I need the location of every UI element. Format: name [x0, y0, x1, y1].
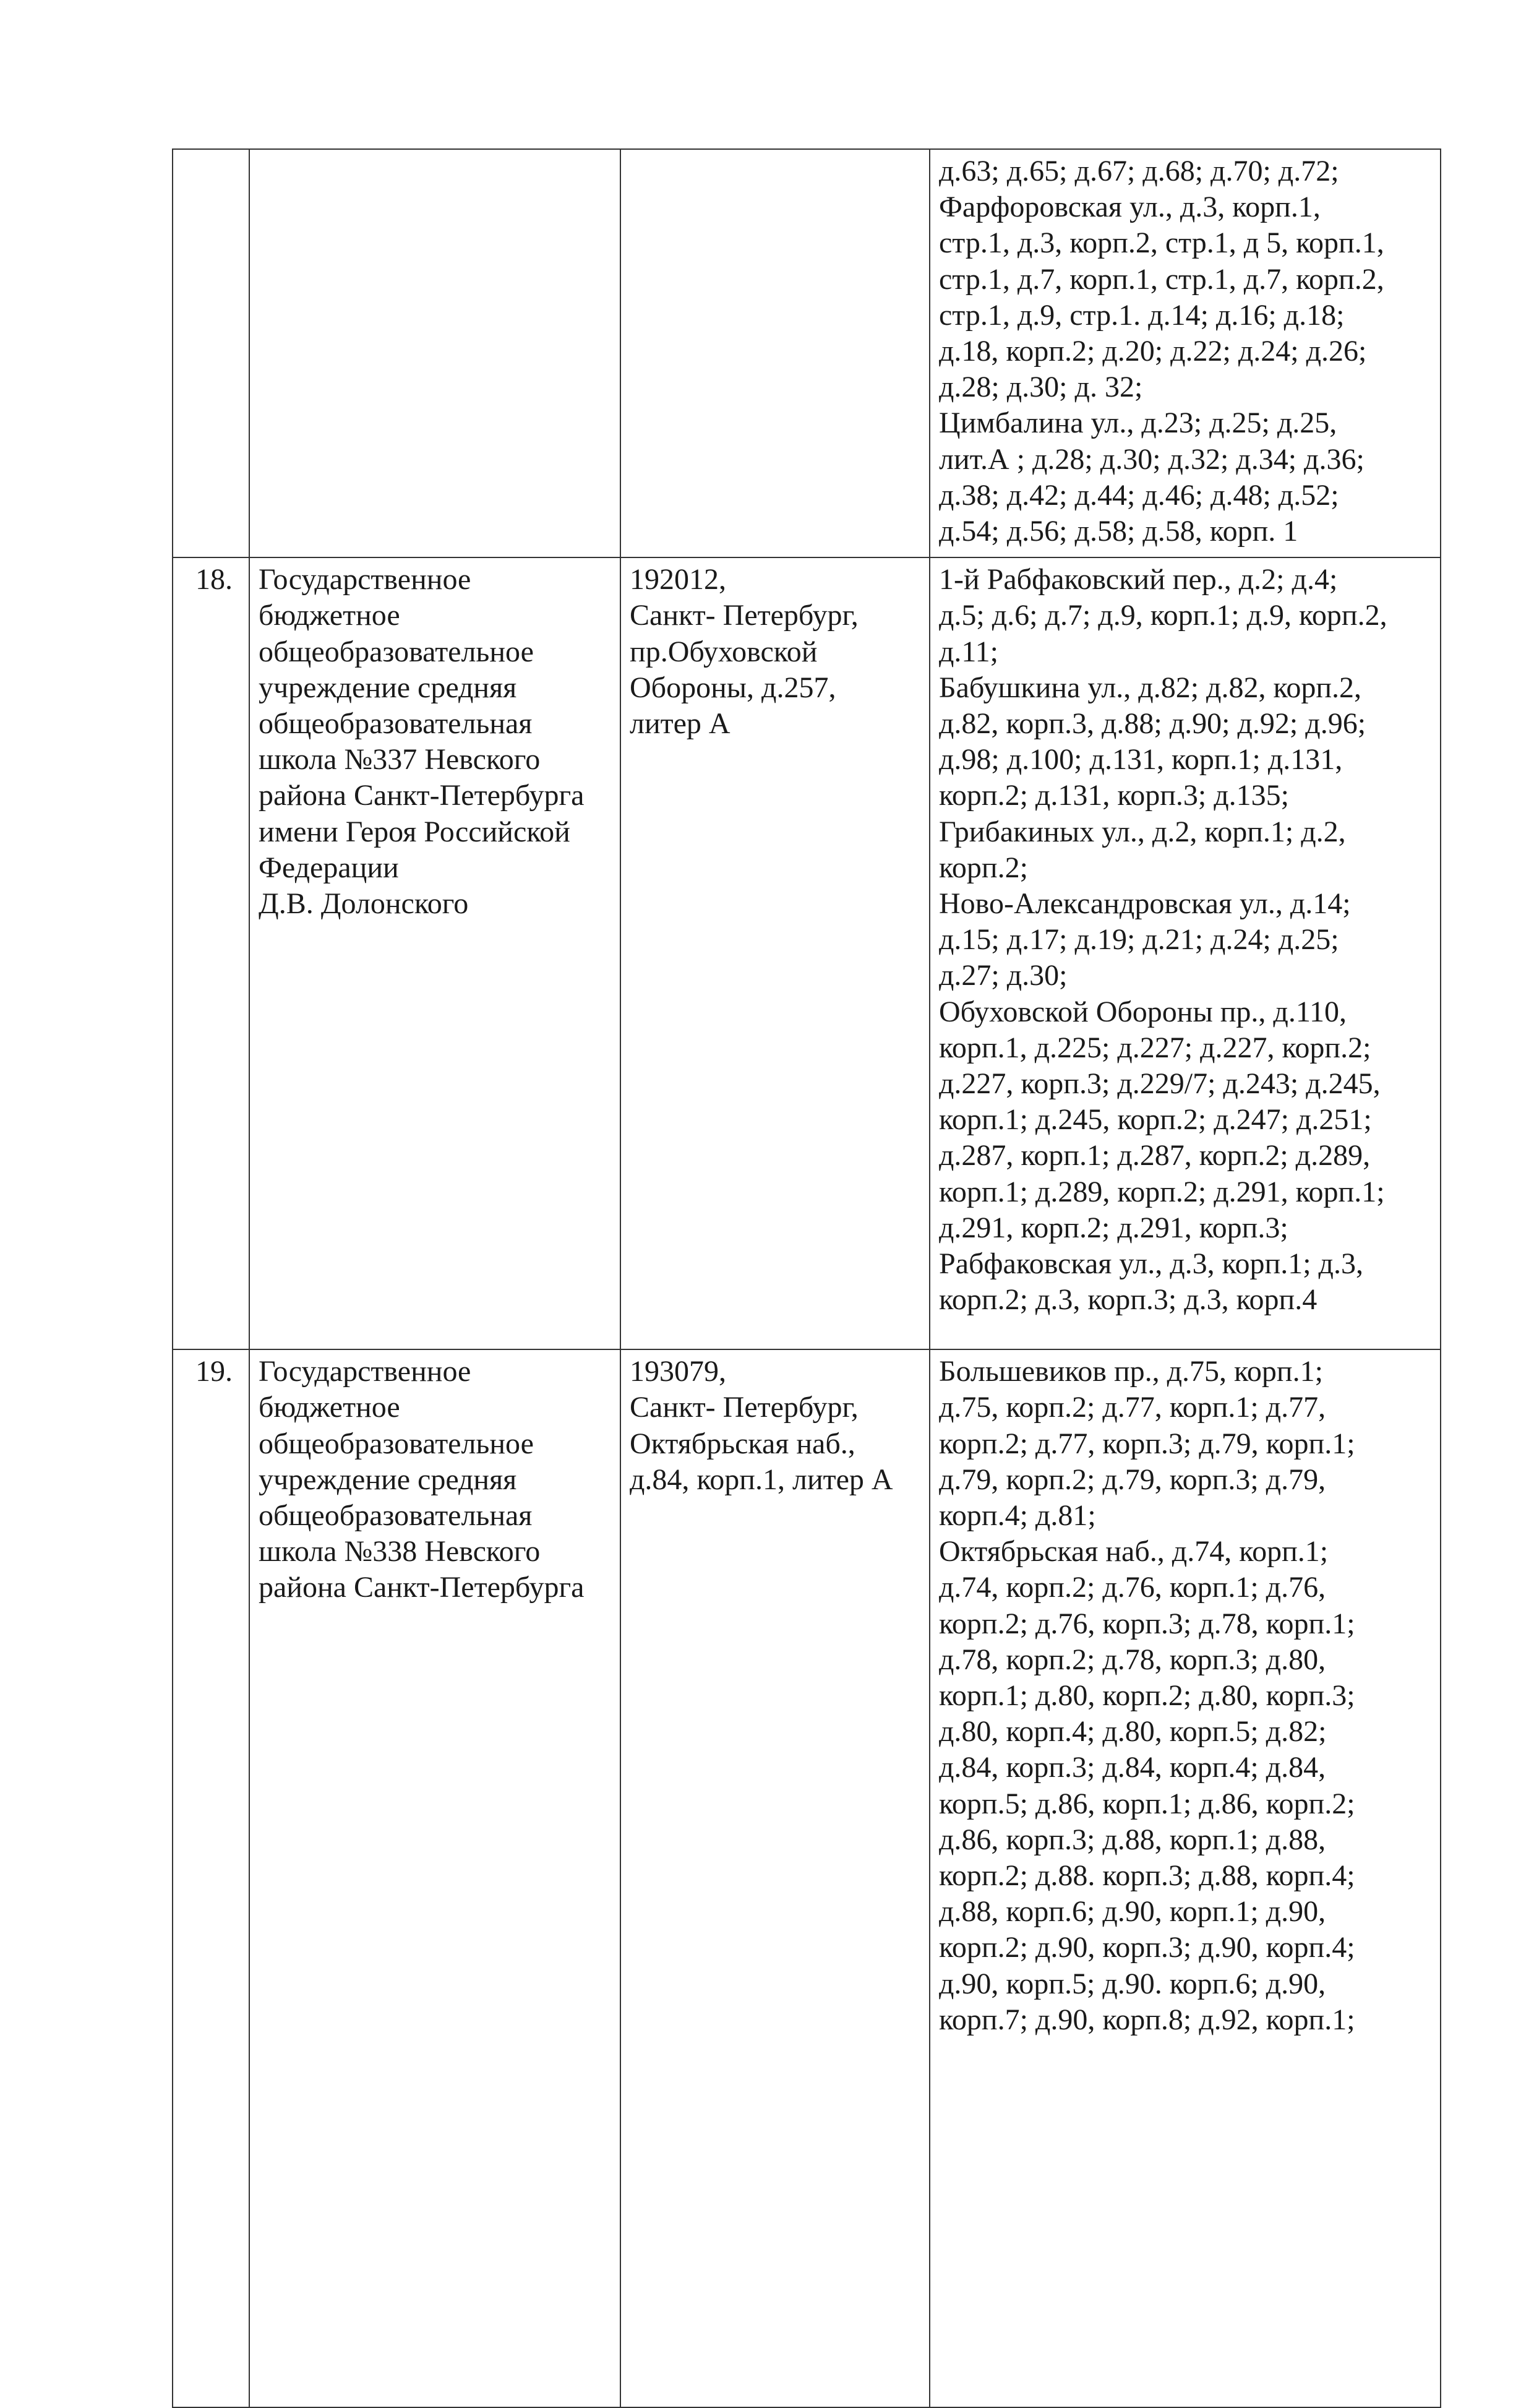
text-line: д.90, корп.5; д.90. корп.6; д.90,: [939, 1967, 1326, 2000]
text-line: лит.А ; д.28; д.30; д.32; д.34; д.36;: [939, 442, 1365, 476]
text-line: корп.2; д.88. корп.3; д.88, корп.4;: [939, 1859, 1355, 1893]
text-line: Октябрьская наб., д.74, корп.1;: [939, 1535, 1329, 1568]
text-line: Грибакиных ул., д.2, корп.1; д.2,: [939, 815, 1346, 848]
streets-cell: [930, 557, 1441, 1349]
text-line: Ново-Александровская ул., д.14;: [939, 887, 1351, 921]
number-cell: [173, 149, 249, 557]
text-line: общеобразовательная: [259, 707, 533, 741]
text-line: д.18, корп.2; д.20; д.22; д.24; д.26;: [939, 335, 1367, 368]
text-line: д.79, корп.2; д.79, корп.3; д.79,: [939, 1463, 1326, 1496]
text-line: корп.1; д.80, корп.2; д.80, корп.3;: [939, 1679, 1355, 1713]
text-line: Цимбалина ул., д.23; д.25; д.25,: [939, 406, 1337, 440]
table-row-continuation: [173, 149, 1441, 557]
text-line: 1-й Рабфаковский пер., д.2; д.4;: [939, 563, 1338, 596]
text-line: стр.1, д.9, стр.1. д.14; д.16; д.18;: [939, 298, 1345, 332]
text-line: Государственное: [259, 1355, 471, 1388]
text-line: учреждение средняя: [259, 671, 517, 704]
text-line: корп.2; д.90, корп.3; д.90, корп.4;: [939, 1931, 1355, 1964]
school-district-table: [172, 148, 1441, 2408]
text-line: д.287, корп.1; д.287, корп.2; д.289,: [939, 1139, 1371, 1172]
text-line: д.63; д.65; д.67; д.68; д.70; д.72;: [939, 155, 1339, 187]
school-name-cell: [249, 149, 620, 557]
text-line: корп.1; д.245, корп.2; д.247; д.251;: [939, 1103, 1372, 1137]
row-number: 19.: [173, 1349, 249, 2407]
text-line: общеобразовательное: [259, 635, 534, 668]
text-line: Фарфоровская ул., д.3, корп.1,: [939, 191, 1321, 224]
text-line: района Санкт-Петербурга: [259, 779, 585, 812]
text-line: Государственное: [259, 563, 471, 596]
table-row: [173, 557, 1441, 1349]
streets-cell: [930, 1349, 1441, 2407]
address-cell: [620, 1349, 930, 2407]
text-line: д.78, корп.2; д.78, корп.3; д.80,: [939, 1643, 1326, 1676]
text-line: Федерации: [259, 851, 399, 884]
text-line: стр.1, д.3, корп.2, стр.1, д 5, корп.1,: [939, 226, 1384, 260]
text-line: общеобразовательная: [259, 1499, 533, 1533]
text-line: д.82, корп.3, д.88; д.90; д.92; д.96;: [939, 707, 1366, 741]
text-line: имени Героя Российской: [259, 815, 570, 848]
text-line: корп.1; д.289, корп.2; д.291, корп.1;: [939, 1175, 1385, 1208]
text-line: д.27; д.30;: [939, 959, 1068, 992]
text-line: д.28; д.30; д. 32;: [939, 371, 1143, 404]
text-line: учреждение средняя: [259, 1463, 517, 1496]
text-line: д.5; д.6; д.7; д.9, корп.1; д.9, корп.2,: [939, 599, 1387, 632]
text-line: д.74, корп.2; д.76, корп.1; д.76,: [939, 1571, 1326, 1604]
text-line: стр.1, д.7, корп.1, стр.1, д.7, корп.2,: [939, 262, 1384, 296]
text-line: д.38; д.42; д.44; д.46; д.48; д.52;: [939, 478, 1339, 512]
text-line: Большевиков пр., д.75, корп.1;: [939, 1355, 1323, 1388]
text-line: пр.Обуховской: [630, 635, 818, 668]
text-line: корп.4; д.81;: [939, 1499, 1096, 1533]
text-line: корп.2;: [939, 851, 1028, 884]
text-line: д.80, корп.4; д.80, корп.5; д.82;: [939, 1715, 1327, 1748]
text-line: Октябрьская наб.,: [630, 1427, 855, 1460]
text-line: д.88, корп.6; д.90, корп.1; д.90,: [939, 1895, 1326, 1929]
text-line: д.291, корп.2; д.291, корп.3;: [939, 1211, 1288, 1244]
address-cell: [620, 149, 930, 557]
text-line: бюджетное: [259, 1391, 400, 1424]
text-line: д.75, корп.2; д.77, корп.1; д.77,: [939, 1391, 1326, 1424]
text-line: Обороны, д.257,: [630, 671, 836, 704]
text-line: корп.5; д.86, корп.1; д.86, корп.2;: [939, 1787, 1355, 1820]
text-line: корп.2; д.77, корп.3; д.79, корп.1;: [939, 1427, 1355, 1460]
streets-cell: [930, 149, 1441, 557]
text-line: корп.2; д.76, корп.3; д.78, корп.1;: [939, 1607, 1355, 1640]
text-line: литер А: [630, 707, 731, 741]
text-line: Санкт- Петербург,: [630, 599, 859, 632]
text-line: корп.2; д.3, корп.3; д.3, корп.4: [939, 1283, 1318, 1317]
text-line: бюджетное: [259, 599, 400, 632]
text-line: Рабфаковская ул., д.3, корп.1; д.3,: [939, 1247, 1363, 1281]
text-line: д.86, корп.3; д.88, корп.1; д.88,: [939, 1823, 1326, 1856]
text-line: Д.В. Долонского: [259, 887, 469, 921]
text-line: Бабушкина ул., д.82; д.82, корп.2,: [939, 671, 1362, 704]
text-line: корп.2; д.131, корп.3; д.135;: [939, 779, 1289, 812]
address-cell: [620, 557, 930, 1349]
text-line: 193079,: [630, 1355, 726, 1388]
text-line: д.54; д.56; д.58; д.58, корп. 1: [939, 515, 1298, 548]
text-line: д.98; д.100; д.131, корп.1; д.131,: [939, 743, 1343, 776]
text-line: 192012,: [630, 563, 726, 596]
text-line: д.227, корп.3; д.229/7; д.243; д.245,: [939, 1067, 1381, 1101]
text-line: корп.1, д.225; д.227; д.227, корп.2;: [939, 1031, 1371, 1064]
row-number: 18.: [173, 557, 249, 1349]
text-line: общеобразовательное: [259, 1427, 534, 1460]
text-line: школа №338 Невского: [259, 1535, 541, 1568]
text-line: Санкт- Петербург,: [630, 1391, 859, 1424]
text-line: района Санкт-Петербурга: [259, 1571, 585, 1604]
text-line: д.15; д.17; д.19; д.21; д.24; д.25;: [939, 923, 1339, 957]
text-line: корп.7; д.90, корп.8; д.92, корп.1;: [939, 2003, 1355, 2036]
school-name-cell: [249, 557, 620, 1349]
school-name-cell: [249, 1349, 620, 2407]
text-line: д.84, корп.3; д.84, корп.4; д.84,: [939, 1751, 1326, 1784]
text-line: д.11;: [939, 635, 998, 668]
text-line: школа №337 Невского: [259, 743, 541, 776]
text-line: Обуховской Обороны пр., д.110,: [939, 995, 1347, 1028]
table-row: [173, 1349, 1441, 2407]
text-line: д.84, корп.1, литер А: [630, 1463, 893, 1496]
